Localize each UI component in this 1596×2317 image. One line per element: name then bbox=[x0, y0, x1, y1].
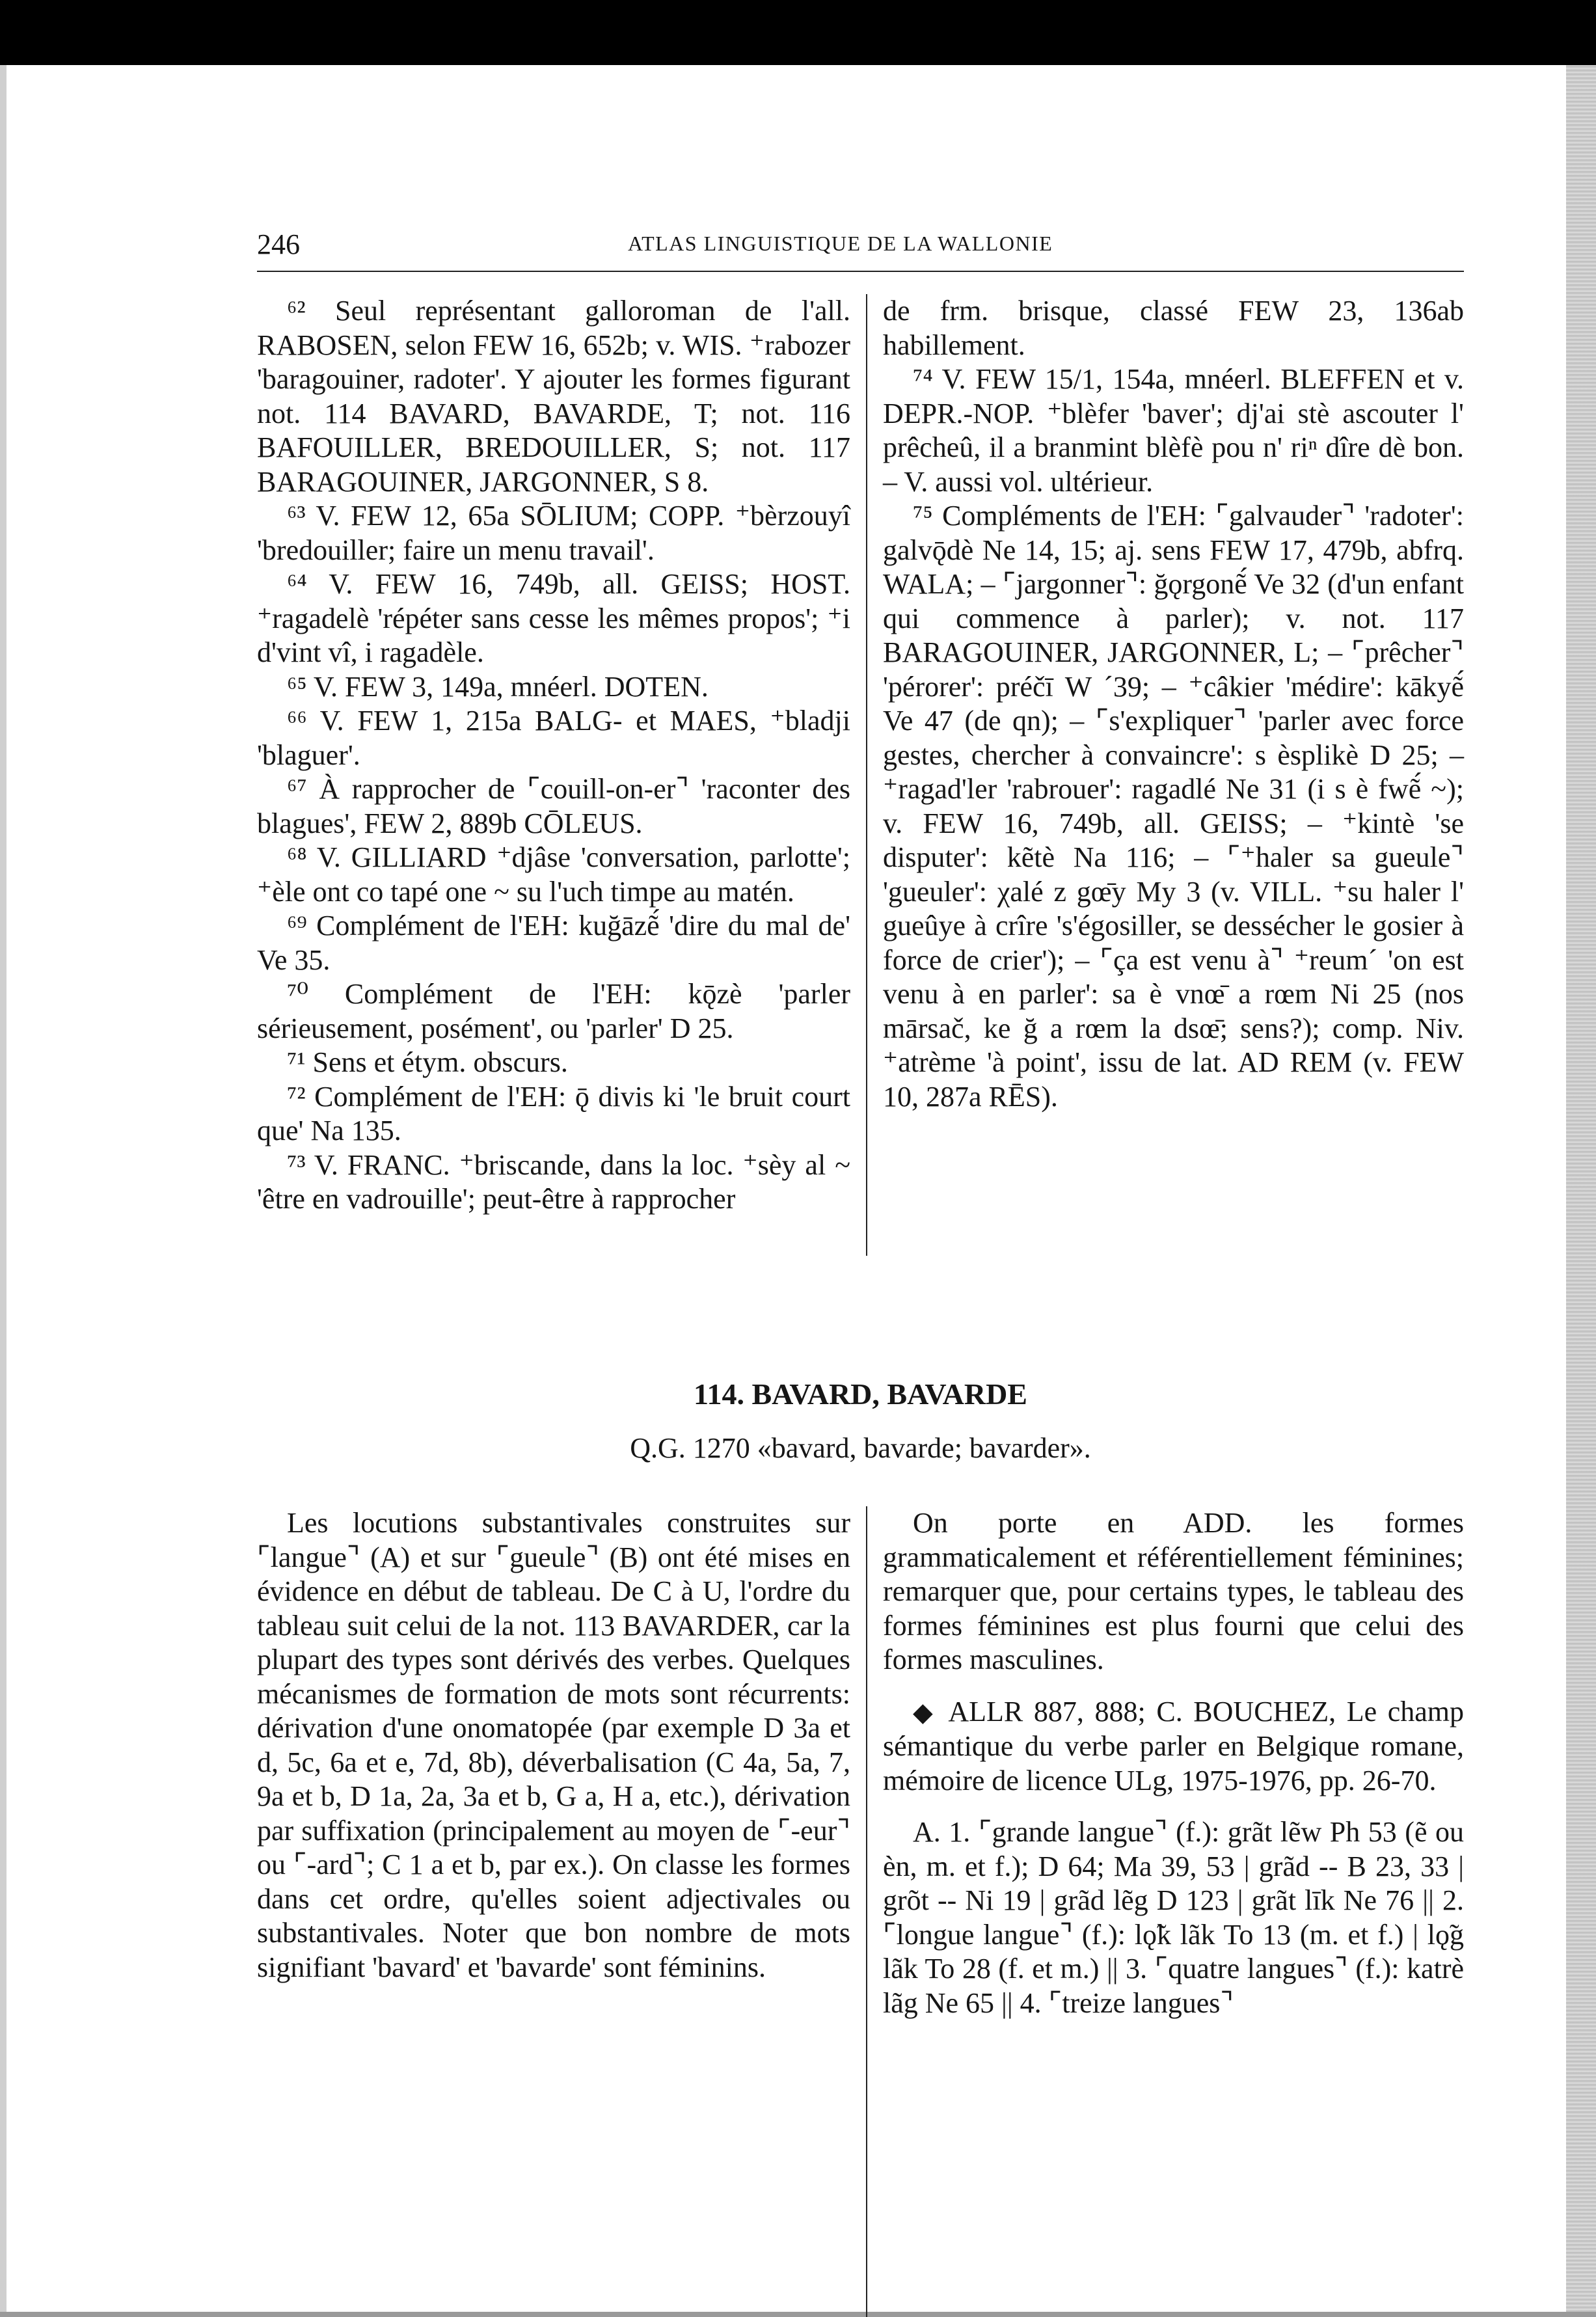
footnote: ⁶⁷ À rapprocher de ⌜couill-on-er⌝ 'raconter des blagues', FEW 2, 889b CŌLEUS. bbox=[257, 773, 850, 839]
header-rule bbox=[257, 271, 1464, 272]
footnote: ⁷³ V. FRANC. ⁺briscande, dans la loc. ⁺sèy al ~ 'être en vadrouille'; peut-être à rapprocher bbox=[257, 1148, 850, 1215]
footnote: ⁶⁹ Complément de l'EH: kuğāzẽ́ 'dire du mal de' Ve 35. bbox=[257, 910, 850, 976]
page-header bbox=[257, 228, 1464, 273]
footnote: ⁶⁵ V. FEW 3, 149a, mnéerl. DOTEN. bbox=[287, 670, 709, 703]
footnote-continuation: de frm. brisque, classé FEW 23, 136ab habillement. bbox=[883, 295, 1464, 361]
footnote: ⁶⁶ V. FEW 1, 215a BALG- et MAES, ⁺bladji 'blaguer'. bbox=[257, 705, 850, 771]
bibliography-text: ALLR 887, 888; C. BOUCHEZ, Le champ sémantique du verbe parler en Belgique romane, mémoire de licence ULg, 1975-1976, pp. 26-70. bbox=[883, 1695, 1465, 1796]
section-title: 114. BAVARD, BAVARDE bbox=[694, 1377, 1027, 1411]
footnote: ⁶⁴ V. FEW 16, 749b, all. GEISS; HOST. ⁺ragadelè 'répéter sans cesse les mêmes propos'; ⁺i d'vint vî, i ragadèle. bbox=[257, 568, 850, 668]
body-paragraph: Les locutions substantivales construites sur ⌜langue⌝ (A) et sur ⌜gueule⌝ (B) ont été mises en évidence en début de tableau. De C à U, l'ordre du tableau suit celui de la not. 113 BAVARDER, car la plupart des types sont dérivés des verbes. Quelques mécanismes de formation de mots sont récurrents: dérivation d'une onomatopée (par exemple D 3a et d, 5c, 6a et e, 7d, 8b), déverbalisation (C 4a, 5a, 7, 9a et b, D 1a, 2a, 3a et b, G a, H a, etc.), dérivation par suffixation (principalement au moyen de ⌜-eur⌝ ou ⌜-ard⌝; C 1 a et b, par ex.). On classe les formes dans cet ordre, qu'elles soient adjectivales ou substantivales. Noter que bon nombre de mots signifiant 'bavard' et 'bavarde' sont féminins. bbox=[257, 1507, 850, 1983]
bibliography-paragraph bbox=[883, 1695, 1464, 1798]
column-divider-lower bbox=[866, 1506, 867, 2317]
footnote: ⁷⁵ Compléments de l'EH: ⌜galvauder⌝ 'radoter': galvǭdè Ne 14, 15; aj. sens FEW 17, 479b, abfrq. WALA; – ⌜jargonner⌝: ğǫrgonẽ́ Ve 32 (d'un enfant qui commence à parler); v. not. 117 BARAGOUINER, JARGONNER, L; – ⌜prêcher⌝ 'pérorer': préčī W ´39; – ⁺câkier 'médire': kākyẽ́ Ve 47 (de qn); – ⌜s'expliquer⌝ 'parler avec force gestes, chercher à convaincre': s èsplikè D 25; – ⁺ragad'ler 'rabrouer': ragadlé Ne 31 (i s è fwẽ́ ~); v. FEW 16, 749b, all. GEISS; – ⁺kintè 'se disputer': kẽtè Na 116; – ⌜⁺haler sa gueule⌝ 'gueuler': χalé z gœ̄y My 3 (v. VILL. ⁺su haler l' gueûye à crîre 's'égosiller, se dessécher le gosier à force de crier'); – ⌜ça est venu à⌝ ⁺reum´ 'on est venu à en parler': sa è vnœ̄ a rœm Ni 25 (nos mārsač, ke ğ a rœm la dsœ̄; sens?); comp. Niv. ⁺atrème 'à point', issu de lat. AD REM (v. FEW 10, 287a RĒS). bbox=[883, 500, 1464, 1113]
body-right-column bbox=[883, 1506, 1464, 2038]
page-number: 246 bbox=[257, 228, 300, 260]
footnote: ⁶⁸ V. GILLIARD ⁺djâse 'conversation, parlotte'; ⁺èle ont co tapé one ~ su l'uch timpe au matén. bbox=[257, 841, 850, 908]
running-title: ATLAS LINGUISTIQUE DE LA WALLONIE bbox=[628, 232, 1053, 255]
diamond-bullet-icon: ◆ bbox=[913, 1697, 937, 1727]
scan-left-edge bbox=[0, 65, 7, 2317]
body-paragraph: On porte en ADD. les formes grammaticalement et référentiellement féminines; remarquer que, pour certains types, le tableau des formes féminines est plus fourni que celui des formes masculines. bbox=[883, 1507, 1464, 1675]
footnote: ⁷⁰ Complément de l'EH: kǭzè 'parler sérieusement, posément', ou 'parler' D 25. bbox=[257, 978, 850, 1044]
column-divider bbox=[866, 294, 867, 1256]
section-subtitle: Q.G. 1270 «bavard, bavarde; bavarder». bbox=[630, 1432, 1091, 1464]
footnotes-left-column bbox=[257, 294, 850, 1217]
footnote: ⁶³ V. FEW 12, 65a SŌLIUM; COPP. ⁺bèrzouyî 'bredouiller; faire un menu travail'. bbox=[257, 500, 850, 566]
scan-bottom-edge bbox=[0, 2312, 1596, 2317]
scan-top-border bbox=[0, 0, 1596, 65]
footnote: ⁷¹ Sens et étym. obscurs. bbox=[287, 1046, 568, 1078]
footnote: ⁶² Seul représentant galloroman de l'all. RABOSEN, selon FEW 16, 652b; v. WIS. ⁺rabozer 'baragouiner, radoter'. Y ajouter les formes figurant not. 114 BAVARD, BAVARDE, T; not. 116 BAFOUILLER, BREDOUILLER, S; not. 117 BARAGOUINER, JARGONNER, S 8. bbox=[257, 295, 850, 498]
entry-paragraph: A. 1. ⌜grande langue⌝ (f.): grãt lẽw Ph 53 (ẽ ou èn, m. et f.); D 64; Ma 39, 53 | grãd -- B 23, 33 | grõt -- Ni 19 | grãd lẽg D 123 | grãt līk Ne 76 || 2. ⌜longue langue⌝ (f.): lǫ̃k lãk To 13 (m. et f.) | lǫ̃g lãk To 28 (f. et m.) || 3. ⌜quatre langues⌝ (f.): katrè lãg Ne 65 || 4. ⌜treize langues⌝ bbox=[883, 1816, 1464, 2019]
scan-right-edge bbox=[1566, 65, 1596, 2317]
footnote: ⁷² Complément de l'EH: ǭ divis ki 'le bruit court que' Na 135. bbox=[257, 1080, 850, 1146]
footnotes-right-column bbox=[883, 294, 1464, 1114]
footnote: ⁷⁴ V. FEW 15/1, 154a, mnéerl. BLEFFEN et v. DEPR.-NOP. ⁺blèfer 'baver'; dj'ai stè ascouter l' prêcheû, il a branmint blèfè pou n' riⁿ dîre dè bon. – V. aussi vol. ultérieur. bbox=[883, 363, 1464, 498]
body-left-column bbox=[257, 1506, 850, 2002]
